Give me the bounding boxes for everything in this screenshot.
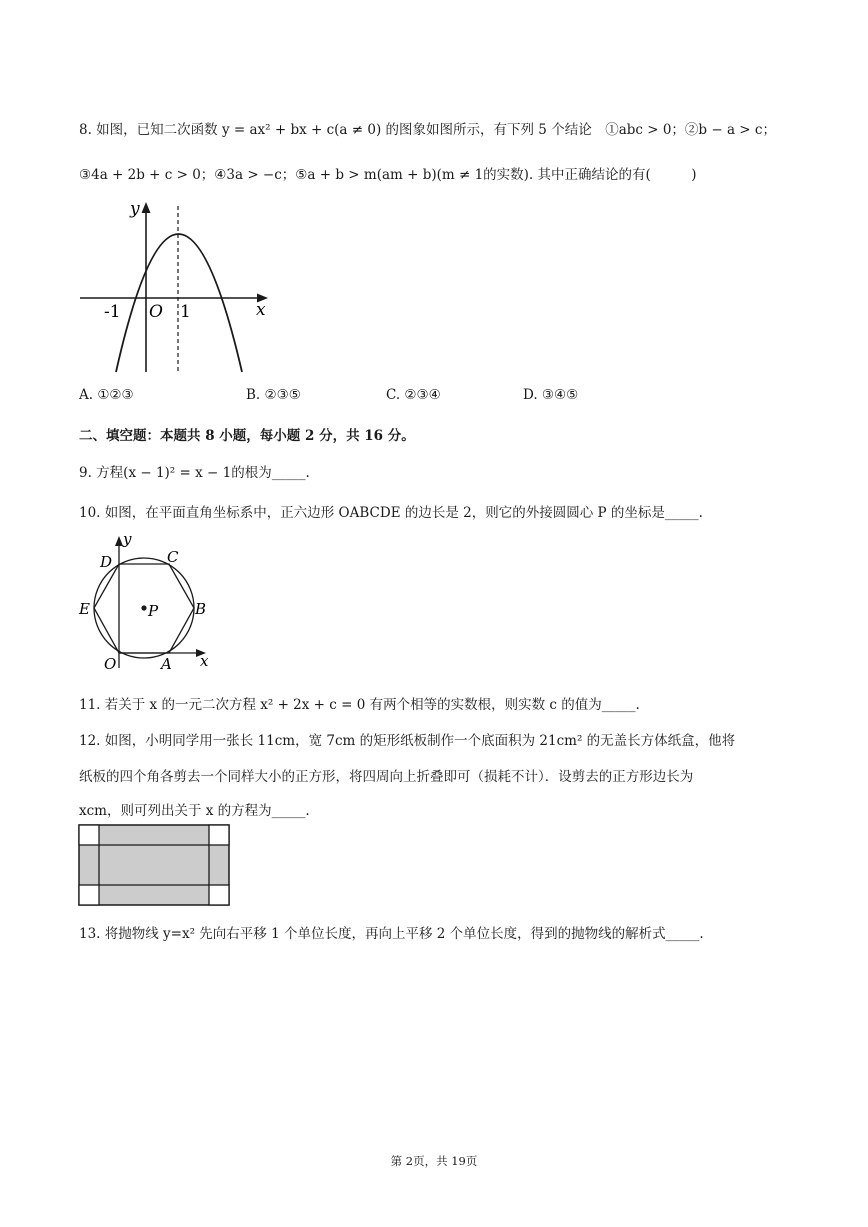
hex-y-label: y [123,530,132,548]
hex-label-d: D [100,553,113,571]
graph-tick-1: 1 [180,302,191,322]
parabola-graph [76,194,276,376]
graph-origin-label: O [149,302,163,322]
q12-line2: 纸板的四个角各剪去一个同样大小的正方形，将四周向上折叠即可（损耗不计）．设剪去的正方形边长为 [79,769,694,785]
section-heading: 二、填空题：本题共 8 小题，每小题 2 分，共 16 分。 [79,428,415,444]
q12-line1: 12. 如图，小明同学用一张长 11cm，宽 7cm 的矩形纸板制作一个底面积为 21cm² 的无盖长方体纸盒，他将 [79,733,736,749]
q12-line3: xcm，则可列出关于 x 的方程为_____. [79,803,310,819]
q8-line2: ③4a + 2b + c > 0；④3a > −c；⑤a + b > m(am + b)(m ≠ 1的实数). 其中正确结论的有( ) [79,167,697,183]
q11-text: 11. 若关于 x 的一元二次方程 x² + 2x + c = 0 有两个相等的实数根，则实数 c 的值为_____. [79,697,640,713]
page-footer: 第 2页，共 19页 [390,1154,478,1168]
q8-option-b: B. ②③⑤ [246,387,301,403]
graph-tick-neg1: -1 [104,302,121,322]
q8-option-a: A. ①②③ [79,387,134,403]
hexagon-figure [76,530,224,672]
paperboard-figure [78,824,232,908]
hex-label-o: O [104,655,117,672]
hex-label-a: A [161,655,172,672]
q9-text: 9. 方程(x − 1)² = x − 1的根为_____. [79,465,310,481]
hex-label-b: B [195,600,207,618]
hex-x-label: x [200,652,209,670]
q13-text: 13. 将抛物线 y=x² 先向右平移 1 个单位长度，再向上平移 2 个单位长度，得到的抛物线的解析式_____. [79,926,704,942]
graph-y-label: y [130,199,140,219]
q8-line1: 8. 如图，已知二次函数 y = ax² + bx + c(a ≠ 0) 的图象如图所示，有下列 5 个结论 ①abc > 0；②b − a > c； [79,122,776,138]
graph-x-label: x [256,300,266,320]
hex-label-e: E [79,600,90,618]
q8-option-d: D. ③④⑤ [523,387,579,403]
hex-label-c: C [167,548,179,566]
hex-label-p: P [148,602,159,620]
q10-text: 10. 如图，在平面直角坐标系中，正六边形 OABCDE 的边长是 2，则它的外接圆圆心 P 的坐标是_____. [79,505,703,521]
q8-option-c: C. ②③④ [386,387,441,403]
